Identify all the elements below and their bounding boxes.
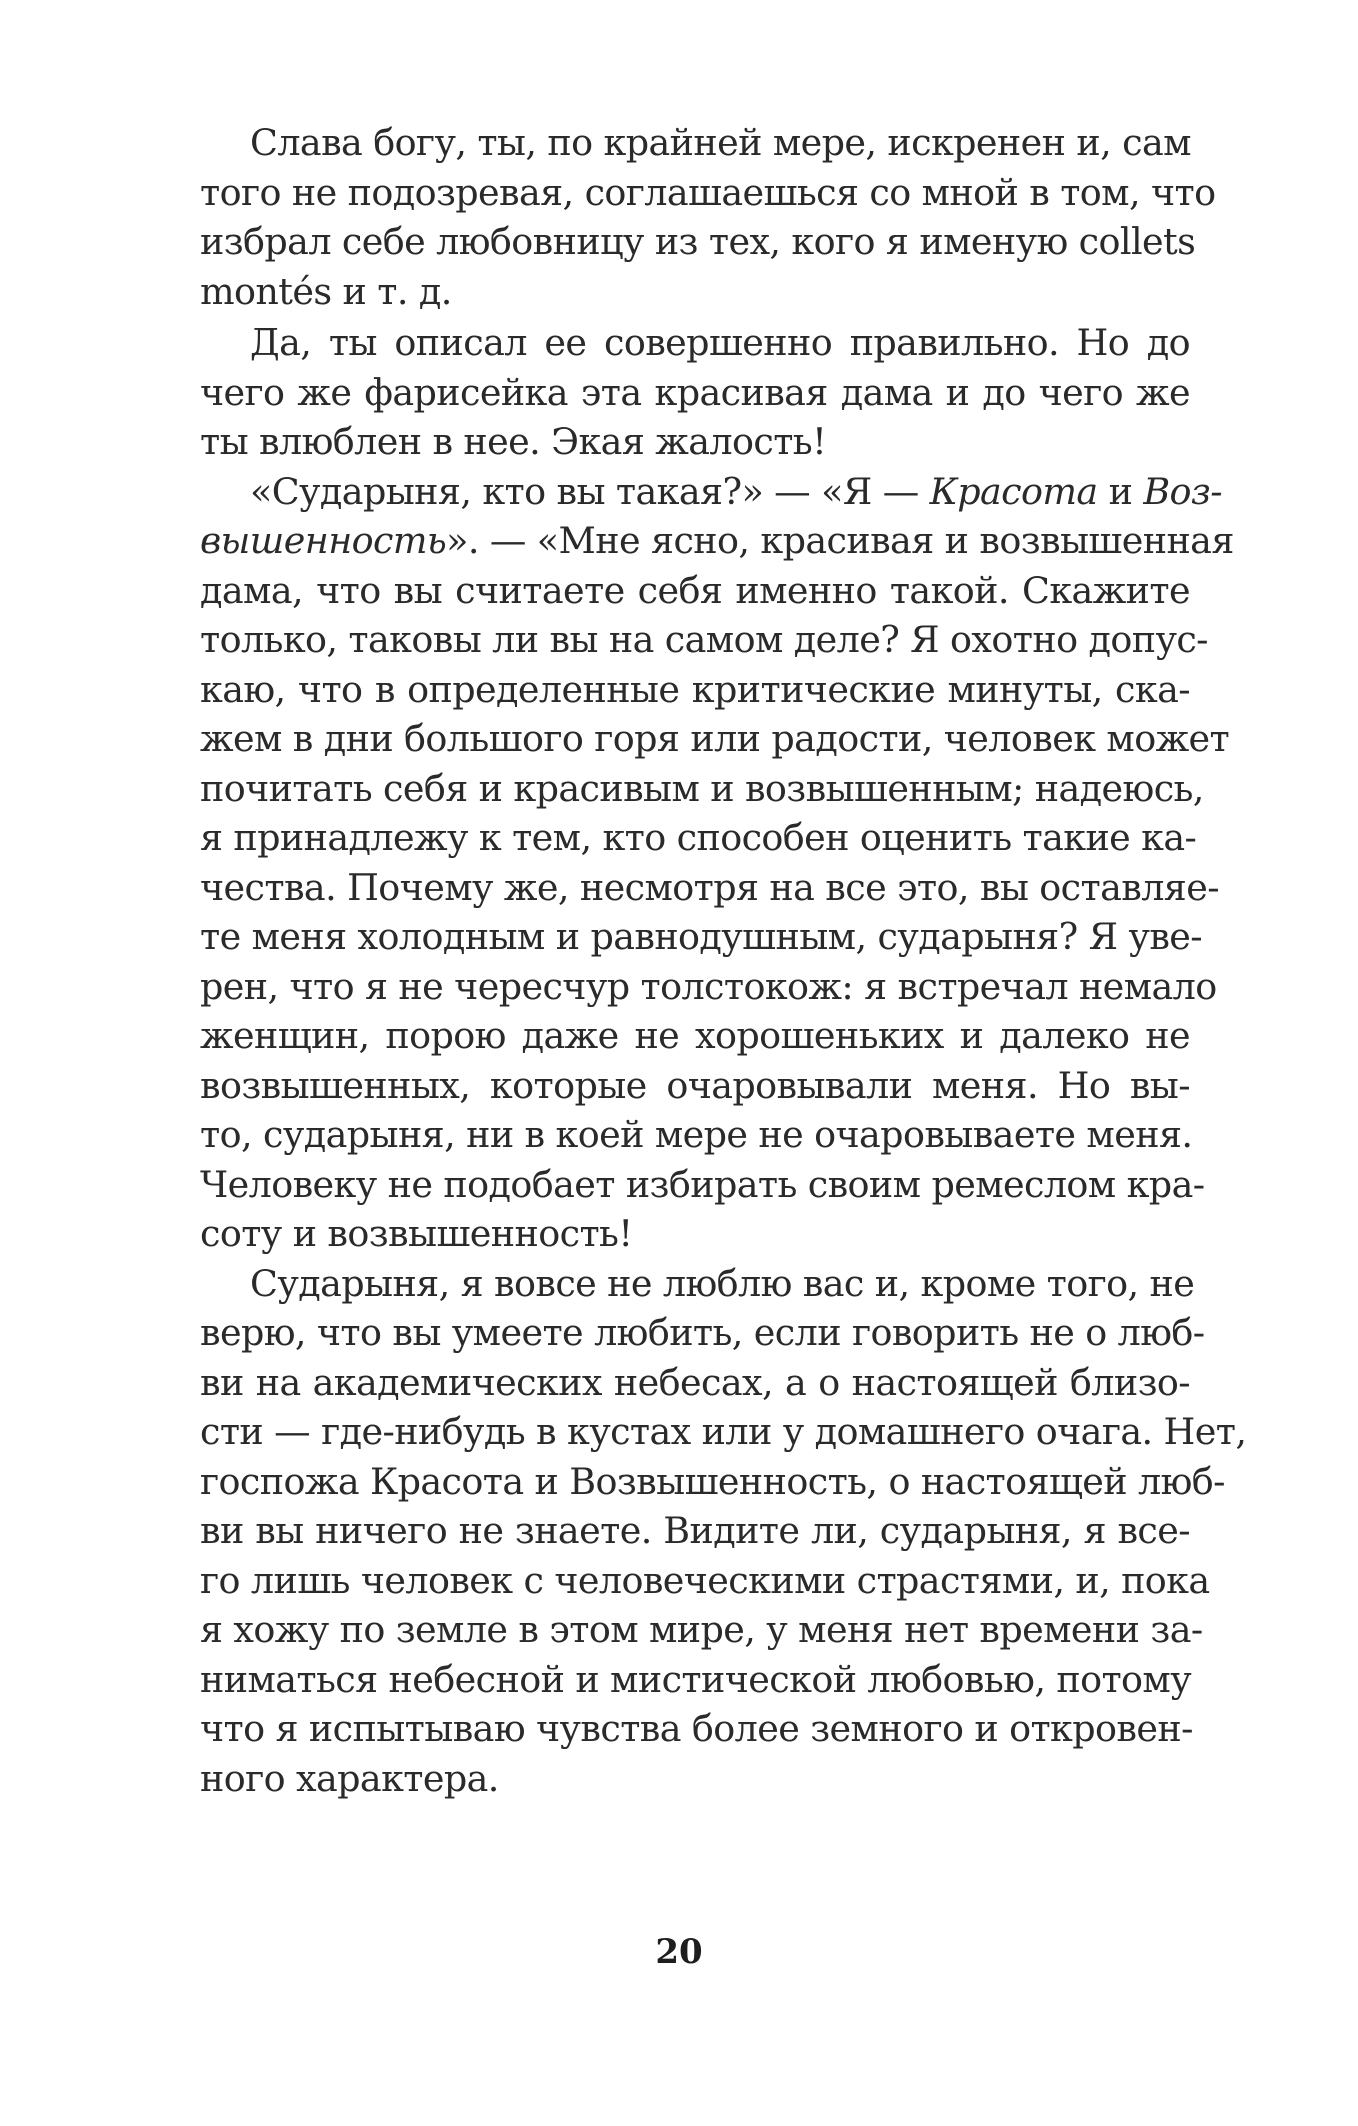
text-line: Слава богу, ты, по крайней мере, искренен и, сам bbox=[250, 121, 1191, 164]
text-line: дама, что вы считаете себя именно такой. Скажите bbox=[200, 568, 1190, 612]
text-line: montés и т. д. bbox=[200, 269, 452, 313]
text-line: я хожу по земле в этом мире, у меня нет времени за- bbox=[200, 1608, 1203, 1651]
text-line: я принадлежу к тем, кто способен оценить такие ка- bbox=[200, 816, 1197, 859]
text-line: ного характера. bbox=[200, 1756, 499, 1800]
text-fragment: «Сударыня, кто вы такая?» — «Я — bbox=[250, 469, 930, 513]
text-line: го лишь человек с человеческими страстями, и, пока bbox=[200, 1558, 1210, 1602]
italic-text: Воз- bbox=[1143, 469, 1222, 513]
text-fragment: ». — «Мне ясно, красивая и возвышенная bbox=[446, 519, 1234, 562]
text-line: только, таковы ли вы на самом деле? Я охотно допус- bbox=[200, 618, 1208, 661]
text-line: чества. Почему же, несмотря на все это, вы оставляе- bbox=[200, 865, 1219, 909]
page-body bbox=[200, 118, 1247, 1803]
text-line: Сударыня, я вовсе не люблю вас и, кроме того, не bbox=[250, 1261, 1195, 1305]
text-line: ви вы ничего не знаете. Видите ли, сударыня, я все- bbox=[200, 1509, 1190, 1552]
text-line: Да, ты описал ее совершенно правильно. Но до bbox=[250, 321, 1190, 364]
text-line: ниматься небесной и мистической любовью, потому bbox=[200, 1657, 1192, 1701]
text-line: того не подозревая, соглашаешься со мной в том, что bbox=[200, 170, 1216, 214]
text-line: избрал себе любовницу из тех, кого я именую collets bbox=[200, 220, 1196, 263]
paragraph-2 bbox=[200, 318, 1190, 467]
text-line: женщин, порою даже не хорошеньких и далеко не bbox=[200, 1014, 1190, 1057]
text-line: почитать себя и красивым и возвышенным; надеюсь, bbox=[200, 766, 1204, 810]
paragraph-3 bbox=[200, 467, 1234, 1259]
text-line bbox=[200, 516, 1234, 566]
text-line: что я испытываю чувства более земного и откровен- bbox=[200, 1707, 1193, 1750]
text-fragment: и bbox=[1097, 469, 1144, 513]
text-line: те меня холодным и равнодушным, сударыня? Я уве- bbox=[200, 915, 1203, 958]
text-line: госпожа Красота и Возвышенность, о настоящей люб- bbox=[200, 1459, 1225, 1503]
page-number: 20 bbox=[655, 1932, 703, 1972]
paragraph-4 bbox=[200, 1259, 1247, 1804]
text-line: ты влюблен в нее. Экая жалость! bbox=[200, 420, 827, 463]
text-line: чего же фарисейка эта красивая дама и до чего же bbox=[200, 370, 1190, 414]
text-line: соту и возвышенность! bbox=[200, 1212, 633, 1255]
text-line: сти — где-нибудь в кустах или у домашнего очага. Нет, bbox=[200, 1410, 1247, 1453]
text-line: жем в дни большого горя или радости, человек может bbox=[200, 717, 1230, 760]
paragraph-1 bbox=[200, 118, 1216, 316]
italic-text: вышенность bbox=[200, 519, 447, 562]
text-line bbox=[200, 467, 1222, 517]
text-line: ви на академических небесах, а о настоящей близо- bbox=[200, 1360, 1190, 1404]
text-line: каю, что в определенные критические минуты, ска- bbox=[200, 667, 1190, 711]
text-line: возвышенных, которые очаровывали меня. Но вы- bbox=[200, 1063, 1190, 1107]
text-line: то, сударыня, ни в коей мере не очаровываете меня. bbox=[200, 1113, 1193, 1156]
italic-text: Красота bbox=[929, 469, 1098, 513]
text-line: Человеку не подобает избирать своим ремеслом кра- bbox=[200, 1162, 1205, 1206]
text-line: рен, что я не чересчур толстокож: я встречал немало bbox=[200, 964, 1217, 1008]
text-line: верю, что вы умеете любить, если говорить не о люб- bbox=[200, 1311, 1205, 1354]
